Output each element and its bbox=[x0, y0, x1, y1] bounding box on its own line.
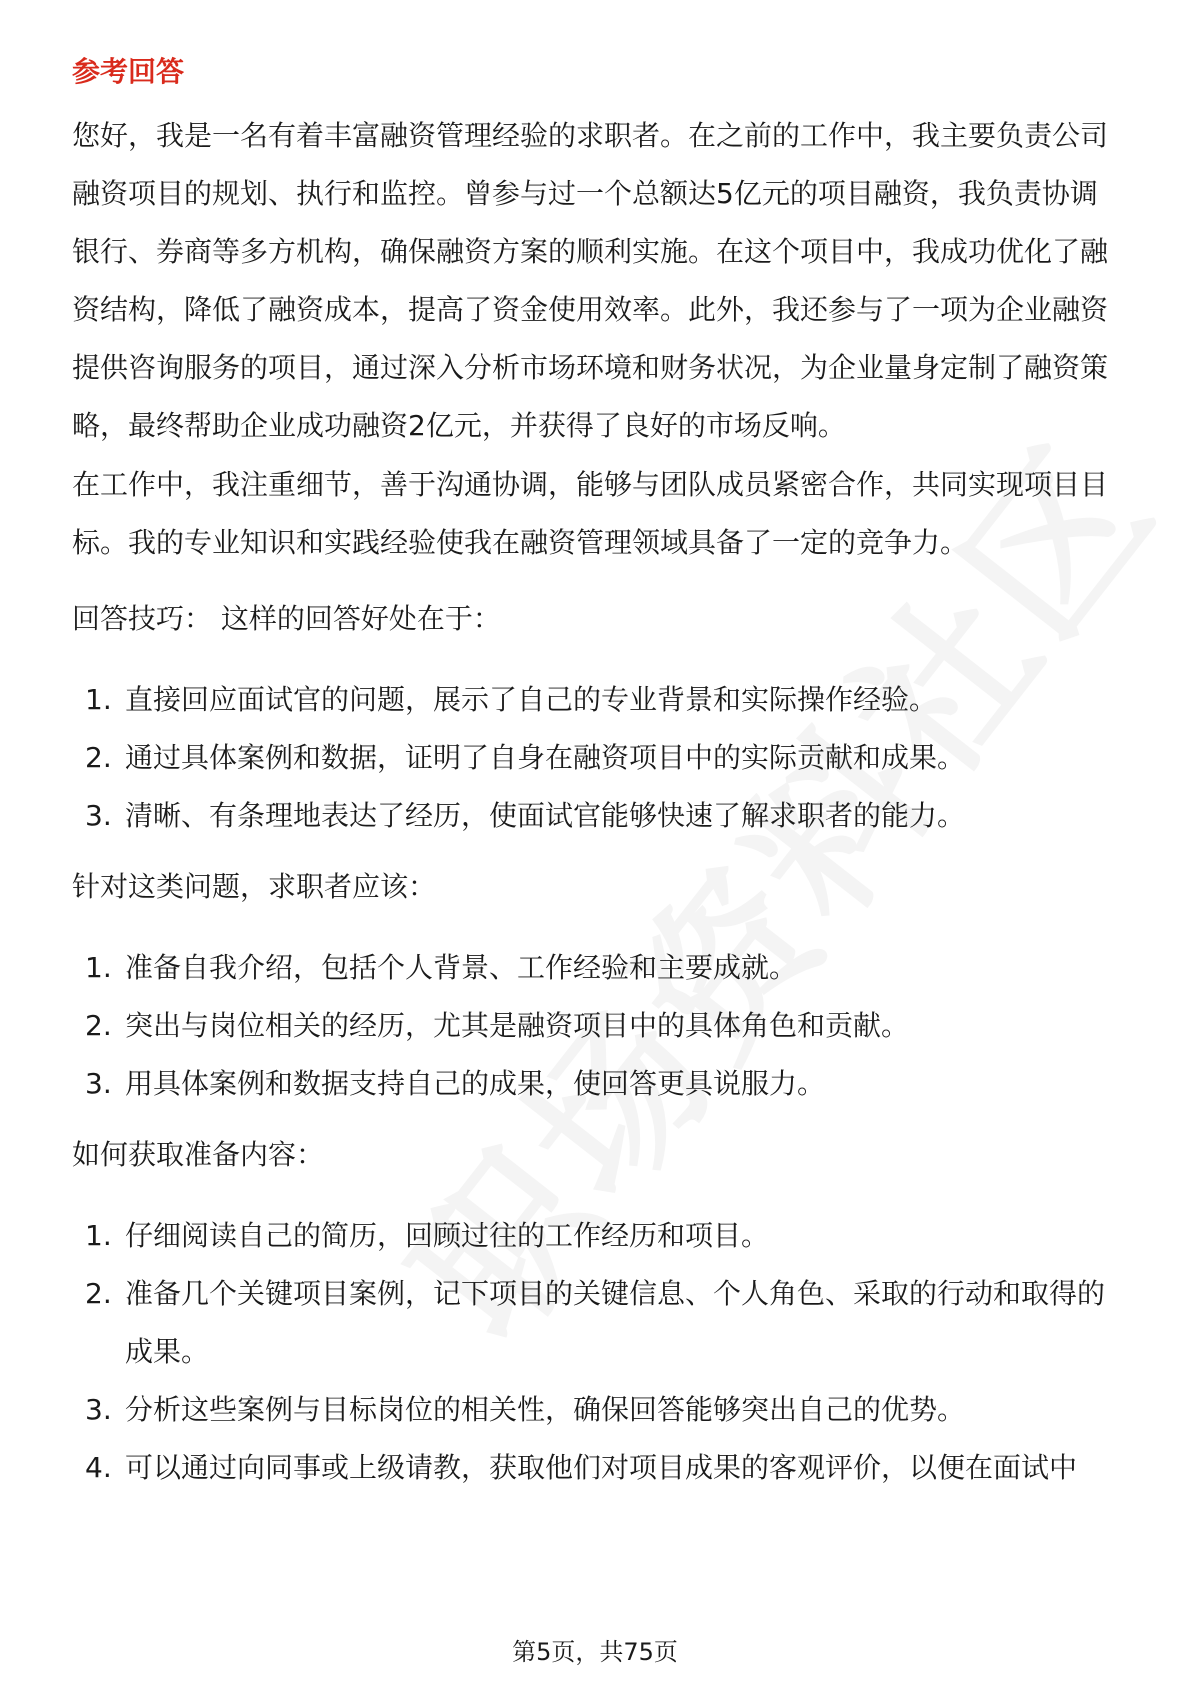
list-text: 直接回应面试官的问题，展示了自己的专业背景和实际操作经验。 bbox=[125, 683, 938, 716]
prep-list bbox=[72, 1207, 1118, 1497]
list-item bbox=[72, 1055, 1118, 1113]
tips-label: 回答技巧： 这样的回答好处在于： bbox=[72, 602, 501, 635]
list-item bbox=[72, 1207, 1118, 1265]
list-item bbox=[72, 787, 1118, 845]
list-number: 4. bbox=[85, 1451, 112, 1484]
list-item bbox=[72, 939, 1118, 997]
list-number: 1. bbox=[85, 683, 112, 716]
list-text: 分析这些案例与目标岗位的相关性，确保回答能够突出自己的优势。 bbox=[125, 1393, 966, 1426]
list-number: 3. bbox=[85, 1067, 112, 1100]
answer-paragraph-2: 在工作中，我注重细节，善于沟通协调，能够与团队成员紧密合作，共同实现项目目标。我的专业知识和实践经验使我在融资管理领域具备了一定的竞争力。 bbox=[72, 468, 1109, 559]
list-text: 通过具体案例和数据，证明了自身在融资项目中的实际贡献和成果。 bbox=[125, 741, 966, 774]
list-text: 突出与岗位相关的经历，尤其是融资项目中的具体角色和贡献。 bbox=[125, 1009, 910, 1042]
section-heading: 参考回答 bbox=[72, 55, 185, 88]
list-text: 用具体案例和数据支持自己的成果，使回答更具说服力。 bbox=[125, 1067, 826, 1100]
list-text: 准备自我介绍，包括个人背景、工作经验和主要成就。 bbox=[125, 951, 798, 984]
list-text: 清晰、有条理地表达了经历，使面试官能够快速了解求职者的能力。 bbox=[125, 799, 966, 832]
list-item bbox=[72, 671, 1118, 729]
list-item bbox=[72, 1381, 1118, 1439]
prep-label: 如何获取准备内容： bbox=[72, 1138, 325, 1171]
list-item bbox=[72, 1439, 1118, 1497]
list-text: 仔细阅读自己的简历，回顾过往的工作经历和项目。 bbox=[125, 1219, 770, 1252]
list-number: 3. bbox=[85, 1393, 112, 1426]
answer-paragraph-1: 您好，我是一名有着丰富融资管理经验的求职者。在之前的工作中，我主要负责公司融资项目的规划、执行和监控。曾参与过一个总额达5亿元的项目融资，我负责协调银行、券商等多方机构，确保融资方案的顺利实施。在这个项目中，我成功优化了融资结构，降低了融资成本，提高了资金使用效率。此外，我还参与了一项为企业融资提供咨询服务的项目，通过深入分析市场环境和财务状况，为企业量身定制了融资策略，最终帮助企业成功融资2亿元，并获得了良好的市场反响。 bbox=[72, 119, 1109, 442]
list-item bbox=[72, 729, 1118, 787]
list-text: 可以通过向同事或上级请教，获取他们对项目成果的客观评价，以便在面试中 bbox=[125, 1451, 1078, 1484]
list-item bbox=[72, 1265, 1118, 1381]
list-item bbox=[72, 997, 1118, 1055]
list-number: 2. bbox=[85, 741, 112, 774]
page-number: 第5页，共75页 bbox=[512, 1638, 678, 1666]
advice-label: 针对这类问题，求职者应该： bbox=[72, 870, 437, 903]
list-number: 2. bbox=[85, 1009, 112, 1042]
list-number: 1. bbox=[85, 951, 112, 984]
advice-list bbox=[72, 939, 1118, 1113]
list-number: 2. bbox=[85, 1277, 112, 1310]
list-text: 准备几个关键项目案例，记下项目的关键信息、个人角色、采取的行动和取得的成果。 bbox=[125, 1277, 1106, 1368]
tips-list bbox=[72, 671, 1118, 845]
list-number: 1. bbox=[85, 1219, 112, 1252]
list-number: 3. bbox=[85, 799, 112, 832]
